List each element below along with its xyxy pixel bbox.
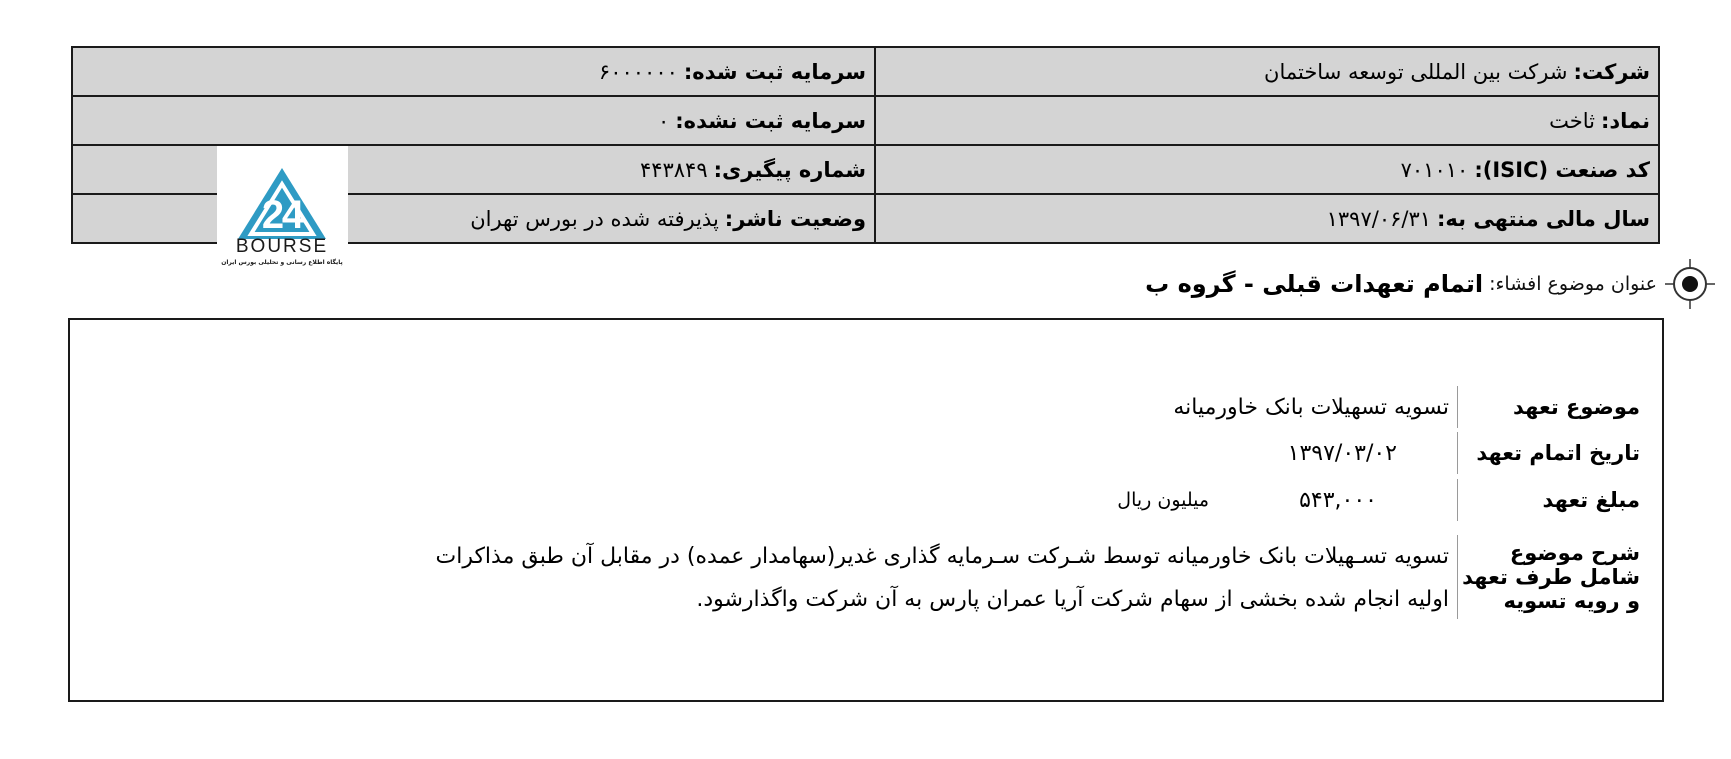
- description-label: شرح موضوع شامل طرف تعهد و رویه تسویه: [1457, 535, 1662, 619]
- isic-label: کد صنعت (ISIC):: [1474, 157, 1650, 182]
- status-cell: [72, 194, 875, 243]
- amount-label: مبلغ تعهد: [1457, 479, 1662, 521]
- unregistered-capital-label: سرمایه ثبت نشده:: [675, 108, 866, 133]
- svg-text:2: 2: [261, 193, 285, 237]
- tracking-cell: [72, 145, 875, 194]
- bourse-logo-graphic: [217, 146, 348, 268]
- svg-text:4: 4: [281, 193, 305, 237]
- commitment-details-box: [68, 318, 1664, 702]
- registered-capital-value: ۶۰۰۰۰۰۰: [598, 59, 678, 84]
- registered-capital-cell: [72, 47, 875, 96]
- amount-value: ۵۴۳,۰۰۰: [1299, 487, 1377, 513]
- topic-label: موضوع تعهد: [1457, 386, 1662, 428]
- disclosure-subject: [1145, 259, 1715, 309]
- unregistered-capital-cell: [72, 96, 875, 145]
- company-cell: [875, 47, 1659, 96]
- amount-unit: میلیون ریال: [1117, 489, 1210, 511]
- amount-row: [1117, 479, 1662, 521]
- company-value: شرکت بین المللی توسعه ساختمان: [1264, 59, 1568, 84]
- status-label: وضعیت ناشر:: [724, 206, 866, 231]
- unregistered-capital-value: ۰: [658, 108, 670, 133]
- registered-capital-label: سرمایه ثبت شده:: [683, 59, 866, 84]
- description-line-2: اولیه انجام شده بخشی از سهام شرکت آریا عمران پارس به آن شرکت واگذارشود.: [696, 587, 1449, 612]
- bourse-logo-word: BOURSE: [235, 236, 329, 257]
- date-row: [1288, 432, 1662, 474]
- description-value: [369, 535, 1457, 619]
- symbol-cell: [875, 96, 1659, 145]
- fiscal-label: سال مالی منتهی به:: [1437, 206, 1650, 231]
- date-label: تاریخ اتمام تعهد: [1457, 432, 1662, 474]
- isic-value: ۷۰۱۰۱۰: [1400, 157, 1469, 182]
- symbol-label: نماد:: [1600, 108, 1650, 133]
- tracking-label: شماره پیگیری:: [713, 157, 866, 182]
- fiscal-cell: [875, 194, 1659, 243]
- subject-title: اتمام تعهدات قبلی - گروه ب: [1145, 270, 1484, 298]
- tracking-value: ۴۴۳۸۴۹: [639, 157, 708, 182]
- subject-label: عنوان موضوع افشاء:: [1489, 273, 1657, 295]
- bourse-logo-caption: پایگاه اطلاع رسانی و تحلیلی بورس ایران: [221, 259, 343, 266]
- fiscal-value: ۱۳۹۷/۰۶/۳۱: [1326, 206, 1432, 231]
- bourse-logo: [217, 146, 348, 268]
- amount-cell: [1117, 479, 1457, 521]
- isic-cell: [875, 145, 1659, 194]
- description-line-1: تسویه تسـهیلات بانک خاورمیانه توسط شـرکت سـرمایه گذاری غدیر(سهامدار عمده) در مقابل آن طبق مذاکرات: [435, 544, 1449, 569]
- topic-row: [1173, 386, 1662, 428]
- symbol-value: ثاخت: [1549, 108, 1595, 133]
- description-row: [369, 535, 1662, 619]
- topic-value: تسویه تسهیلات بانک خاورمیانه: [1173, 394, 1449, 420]
- company-label: شرکت:: [1573, 59, 1650, 84]
- target-icon: [1665, 259, 1715, 309]
- date-value: ۱۳۹۷/۰۳/۰۲: [1287, 440, 1397, 466]
- status-value: پذیرفته شده در بورس تهران: [470, 206, 719, 231]
